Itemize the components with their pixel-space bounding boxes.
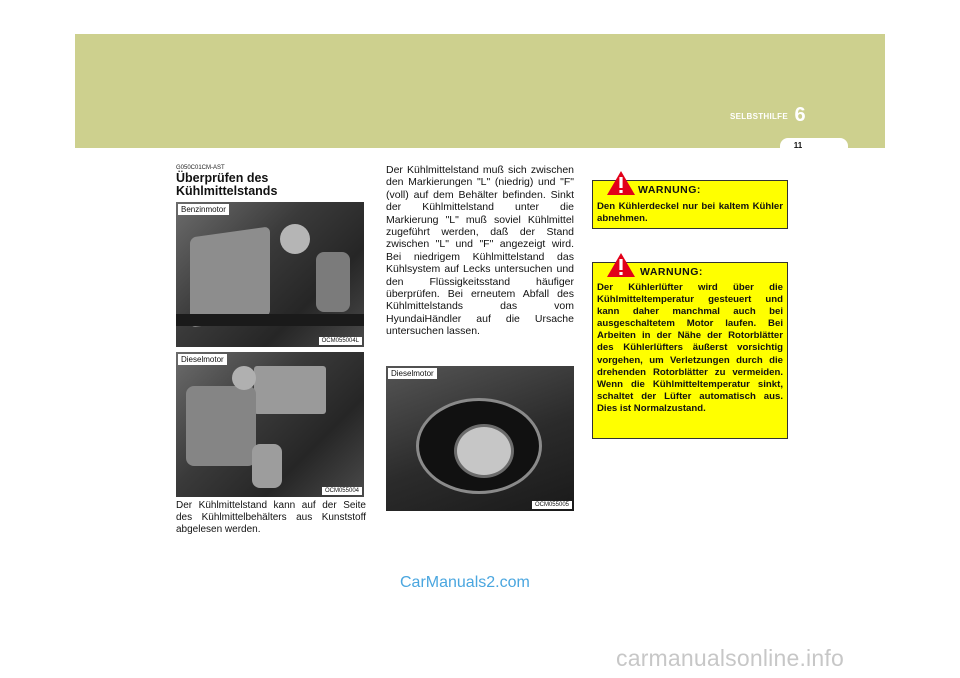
engine-hose xyxy=(176,314,364,326)
article-title: Überprüfen des Kühlmittelstands xyxy=(176,171,278,198)
engine-photo-diesel xyxy=(176,352,364,497)
warning-box-2 xyxy=(592,262,788,439)
warning-title: WARNUNG: xyxy=(640,266,703,278)
warning-triangle-icon xyxy=(606,170,636,196)
reservoir-cap xyxy=(280,224,310,254)
coolant-reservoir xyxy=(190,226,270,327)
figure-code: OCM055005 xyxy=(532,501,572,509)
warning-title: WARNUNG: xyxy=(638,184,701,196)
fluid-bottle xyxy=(316,252,350,312)
figure-tag: Dieselmotor xyxy=(178,354,227,365)
body-paragraph: Der Kühlmittelstand muß sich zwischen den Markierungen "L" (niedrig) und "F" (voll) auf dem Behälter befinden. Sinkt der Kühlmittelstand unter die Markierung "L" muß soviel Kühlmittel zugeführt werden, daß der Stand zwischen "L" und "F" angezeigt wird. Bei niedrigem Kühlmittelstand das Kühlsystem auf Lecks untersuchen und den Flüssigkeitsstand häufiger überprüfen. Bei erneutem Abfall des Kühlmittelstands das vom HyundaiHändler auf die Ursache untersuchen lassen. xyxy=(386,164,574,338)
section-label: SELBSTHILFE xyxy=(730,112,788,121)
page-number: 11 xyxy=(793,141,803,150)
fluid-bottle xyxy=(252,444,282,488)
figure-caption: Der Kühlmittelstand kann auf der Seite des Kühlmittelbehälters aus Kunststoff abgelesen werden. xyxy=(176,500,366,535)
figure-tag: Dieselmotor xyxy=(388,368,437,379)
watermark-online: carmanualsonline.info xyxy=(616,645,844,671)
reservoir-cap xyxy=(232,366,256,390)
article-code: G050C01CM-AST xyxy=(176,165,225,171)
radiator-cap xyxy=(454,424,514,478)
watermark-carmanuals[interactable]: CarManuals2.com xyxy=(400,574,530,591)
engine-photo-petrol xyxy=(176,202,364,347)
header-band xyxy=(75,34,885,148)
coolant-reservoir xyxy=(186,386,256,466)
warning-text: Den Kühlerdeckel nur bei kaltem Kühler abnehmen. xyxy=(597,201,783,225)
chapter-number: 6 xyxy=(794,104,806,126)
warning-text: Der Kühlerlüfter wird über die Kühlmitteltemperatur gesteuert und kann daher manchmal auch bei ausgeschaltetem Motor laufen. Bei Arbeiten in der Nähe der Rotorblätter des Kühlerlüfters äußerst vorsichtig vorgehen, um Verletzungen durch die drehenden Rotorblätter zu vermeiden. Wenn die Kühlmitteltemperatur sinkt, schaltet der Lüfter automatisch aus. Dies ist Normalzustand. xyxy=(597,282,783,414)
warning-triangle-icon xyxy=(606,252,636,278)
figure-tag: Benzinmotor xyxy=(178,204,229,215)
fuse-box xyxy=(254,366,326,414)
figure-code: OCM055004 xyxy=(322,487,362,495)
figure-code: OCM055004L xyxy=(319,337,362,345)
radiator-cap-photo xyxy=(386,366,574,511)
